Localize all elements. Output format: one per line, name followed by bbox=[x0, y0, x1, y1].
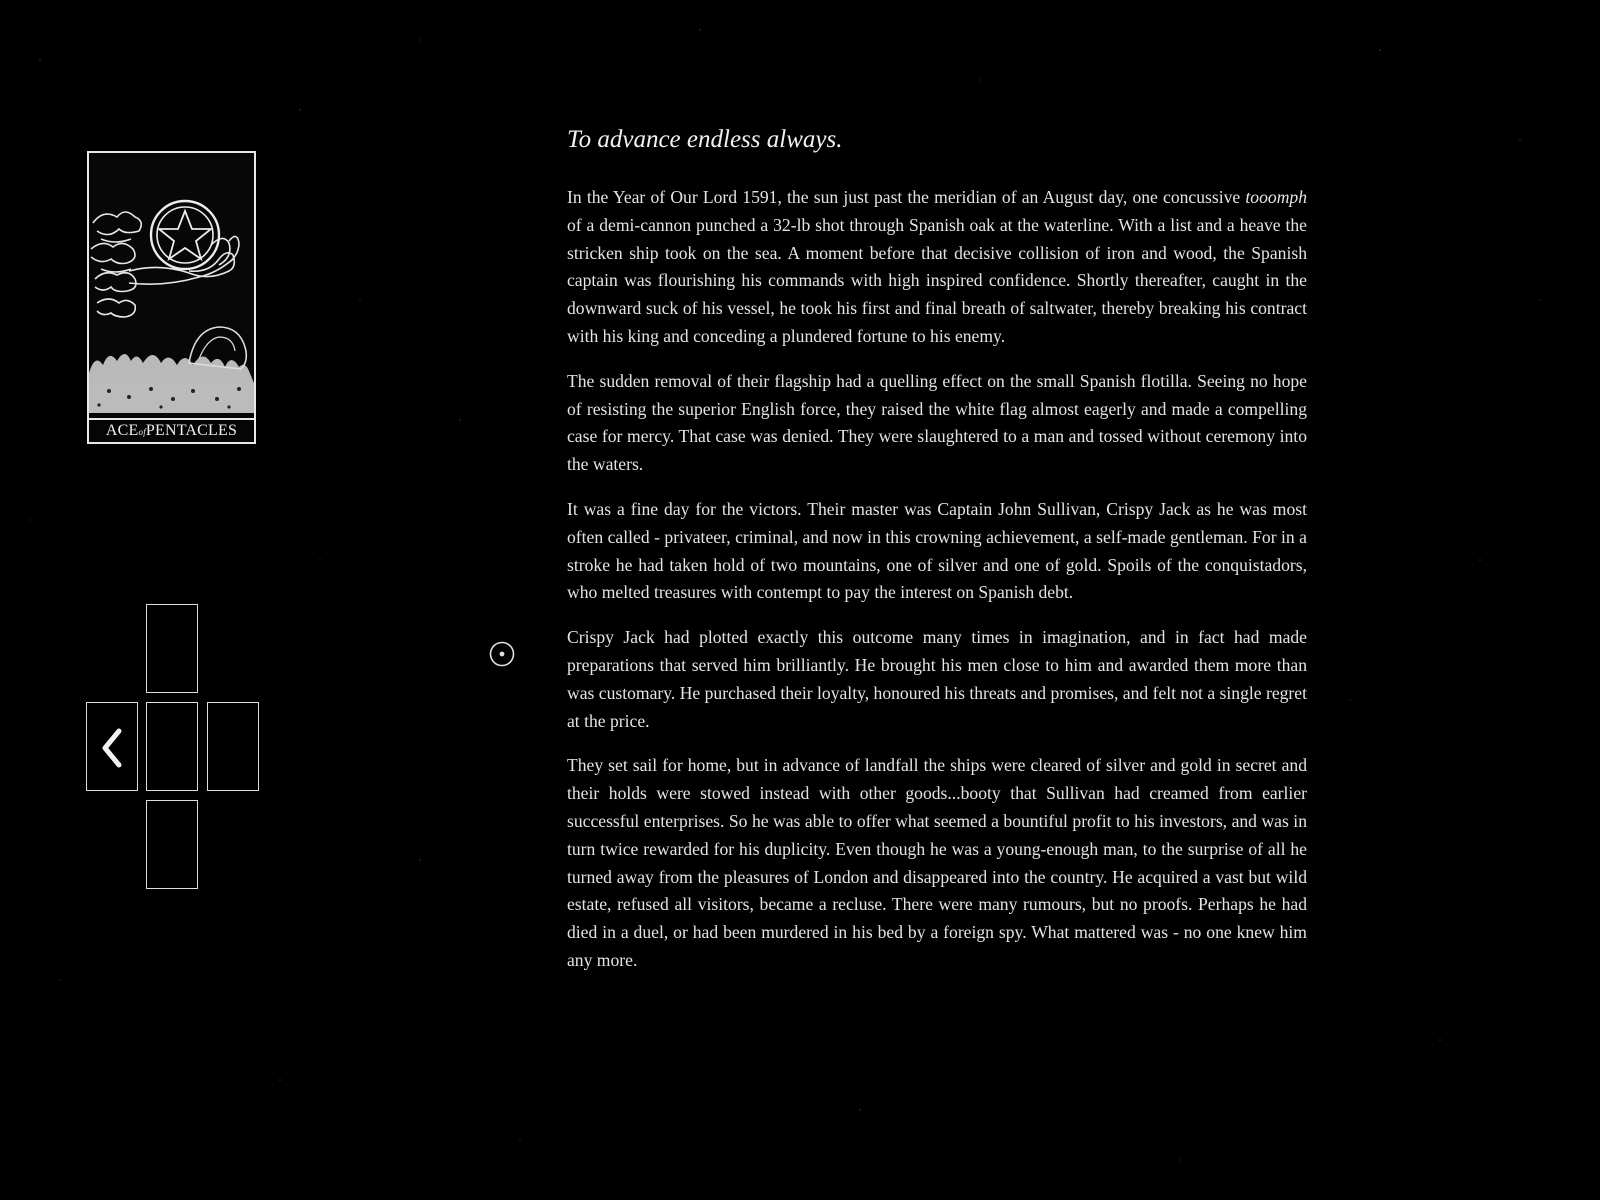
target-icon[interactable] bbox=[489, 641, 515, 667]
card-name-label: ACEofPENTACLES bbox=[89, 418, 254, 442]
story-paragraph-5: They set sail for home, but in advance of landfall the ships were cleared of silver and gold in secret and their holds were stowed instead with other goods...booty that Sullivan had creamed from earlier successful enterprises. So he was able to offer what seemed a bountiful profit to his investors, and was in turn twice rewarded for his duplicity. Even though he was a young-enough man, to the surprise of all he turned away from the pleasures of London and disappeared into the country. He acquired a vast but wild estate, refused all visitors, became a recluse. There were many rumours, but no proofs. Perhaps he had died in a duel, or had been murdered in his bed by a foreign spy. What mattered was - no one knew him any more. bbox=[567, 755, 1307, 970]
story-paragraph-1: In the Year of Our Lord 1591, the sun just past the meridian of an August day, one concussive tooomph of a demi-cannon punched a 32-lb shot through Spanish oak at the waterline. With a list and a heave the stricken ship took on the sea. A moment before that decisive collision of iron and wood, the Spanish captain was flourishing his commands with high inspired confidence. Shortly thereafter, caught in the downward suck of his vessel, he took his first and final breath of saltwater, thereby breaking his contract with his king and conceding a plundered fortune to his enemy. bbox=[567, 187, 1307, 346]
spread-slot-bottom[interactable] bbox=[146, 800, 198, 889]
tarot-card-ace-of-pentacles[interactable] bbox=[87, 151, 256, 444]
spread-slot-top[interactable] bbox=[146, 604, 198, 693]
story-paragraph-4: Crispy Jack had plotted exactly this outcome many times in imagination, and in fact had made preparations that served him brilliantly. He brought his men close to him and awarded them more than was customary. He purchased their loyalty, honoured his threats and promises, and felt not a single regret at the price. bbox=[567, 627, 1307, 731]
story-title: To advance endless always. bbox=[567, 126, 843, 153]
story-paragraph-2: The sudden removal of their flagship had a quelling effect on the small Spanish flotilla. Seeing no hope of resisting the superior English force, they raised the white flag almost eagerly and made a compelling case for mercy. That case was denied. They were slaughtered to a man and tossed without ceremony into the waters. bbox=[567, 370, 1307, 475]
story-panel bbox=[567, 120, 1307, 992]
spread-slot-right[interactable] bbox=[207, 702, 259, 791]
pentacle-icon bbox=[151, 201, 219, 269]
spread-slot-center[interactable] bbox=[146, 702, 198, 791]
story-paragraph-3: It was a fine day for the victors. Their master was Captain John Sullivan, Crispy Jack as he was most often called - privateer, criminal, and now in this crowning achievement, a self-made gentleman. For in a stroke he had taken hold of two mountains, one of silver and one of gold. Spoils of the conquistadors, who melted treasures with contempt to pay the interest on Spanish debt. bbox=[567, 498, 1307, 603]
chevron-left-icon bbox=[97, 727, 129, 769]
spread-slot-left-back-button[interactable] bbox=[86, 702, 138, 791]
card-illustration bbox=[89, 153, 254, 418]
